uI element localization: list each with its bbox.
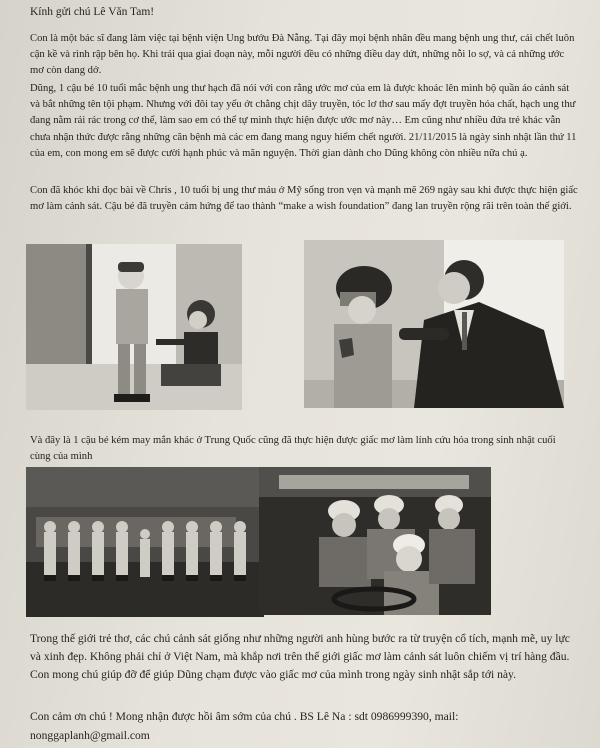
photo-boy-in-fire-truck xyxy=(259,467,491,615)
photo-chris-with-woman xyxy=(26,244,242,410)
paragraph-china-boy: Và đây là 1 cậu bé kém may mắn khác ở Trung Quốc cũng đã thực hiện được giấc mơ làm lính cứu hỏa trong sinh nhật cuối cùng của mình xyxy=(30,435,556,463)
closing-signature: Con cảm ơn chú ! Mong nhận được hồi âm sớm của chú . BS Lê Na : sdt 0986999390, mail: nonggaplanh@gmail.com xyxy=(30,710,459,742)
photo-firefighters-lineup xyxy=(26,467,264,617)
photo-chris-with-man xyxy=(304,240,564,408)
paragraph-intro: Con là một bác sĩ đang làm việc tại bệnh viện Ung bướu Đà Nẵng. Tại đây mọi bệnh nhân đều mang bệnh ung thư, cái chết luôn cận kề và rình rập bên họ. Khi trải qua giai đoạn này, mỗi người đều có những điều day dứt, những nỗi lo sợ, và cả những ước mơ còn dang dở. xyxy=(30,33,575,77)
greeting: Kính gửi chú Lê Văn Tam! xyxy=(30,6,155,18)
paragraph-chris: Con đã khóc khi đọc bài về Chris , 10 tuổi bị ung thư máu ở Mỹ sống tron vẹn và mạnh mẽ 269 ngày sau khi được thực hiện giấc mơ làm cảnh sát. Cậu bé đã truyền cảm hứng để tao thành “make a wish foundation” đang lan truyền rộng rãi trên toàn thế giới. xyxy=(30,185,578,213)
paragraph-dung: Dũng, 1 cậu bé 10 tuổi mắc bệnh ung thư hạch đã nói với con rằng ước mơ của em là được khoác lên mình bộ quần áo cảnh sát và bắt những tên tội phạm. Nhưng với đôi tay yếu ớt chằng chịt dây truyền, tóc lơ thơ sau mấy đợt truyền hóa chất, hạch ung thư đang nằm rải rác trong cơ thể, làm sao em có thể tự mình thực hiện được ước mơ này… Em cũng như nhiều đứa trẻ khác vẫn chưa nhận thức được rằng những căn bệnh mà các em đang mang nguy hiểm chết người. 21/11/2015 là ngày sinh nhật lần thứ 11 của em, con mong em sẽ được cười hạnh phúc và mãn nguyện. Thời gian dành cho Dũng không còn nhiều nữa chú ạ. xyxy=(30,83,577,159)
paragraph-heroes: Trong thế giới trẻ thơ, các chú cảnh sát giống như những người anh hùng bước ra từ truyện cổ tích, mạnh mẽ, uy lực và xinh đẹp. Không phải chỉ ở Việt Nam, mà khắp nơi trên thế giới giấc mơ làm cảnh sát luôn chiếm vị trí hàng đầu. Con mong chú giúp đỡ để giúp Dũng chạm được vào giấc mơ của mình trong ngày sinh nhật sắp tới này. xyxy=(30,632,570,681)
